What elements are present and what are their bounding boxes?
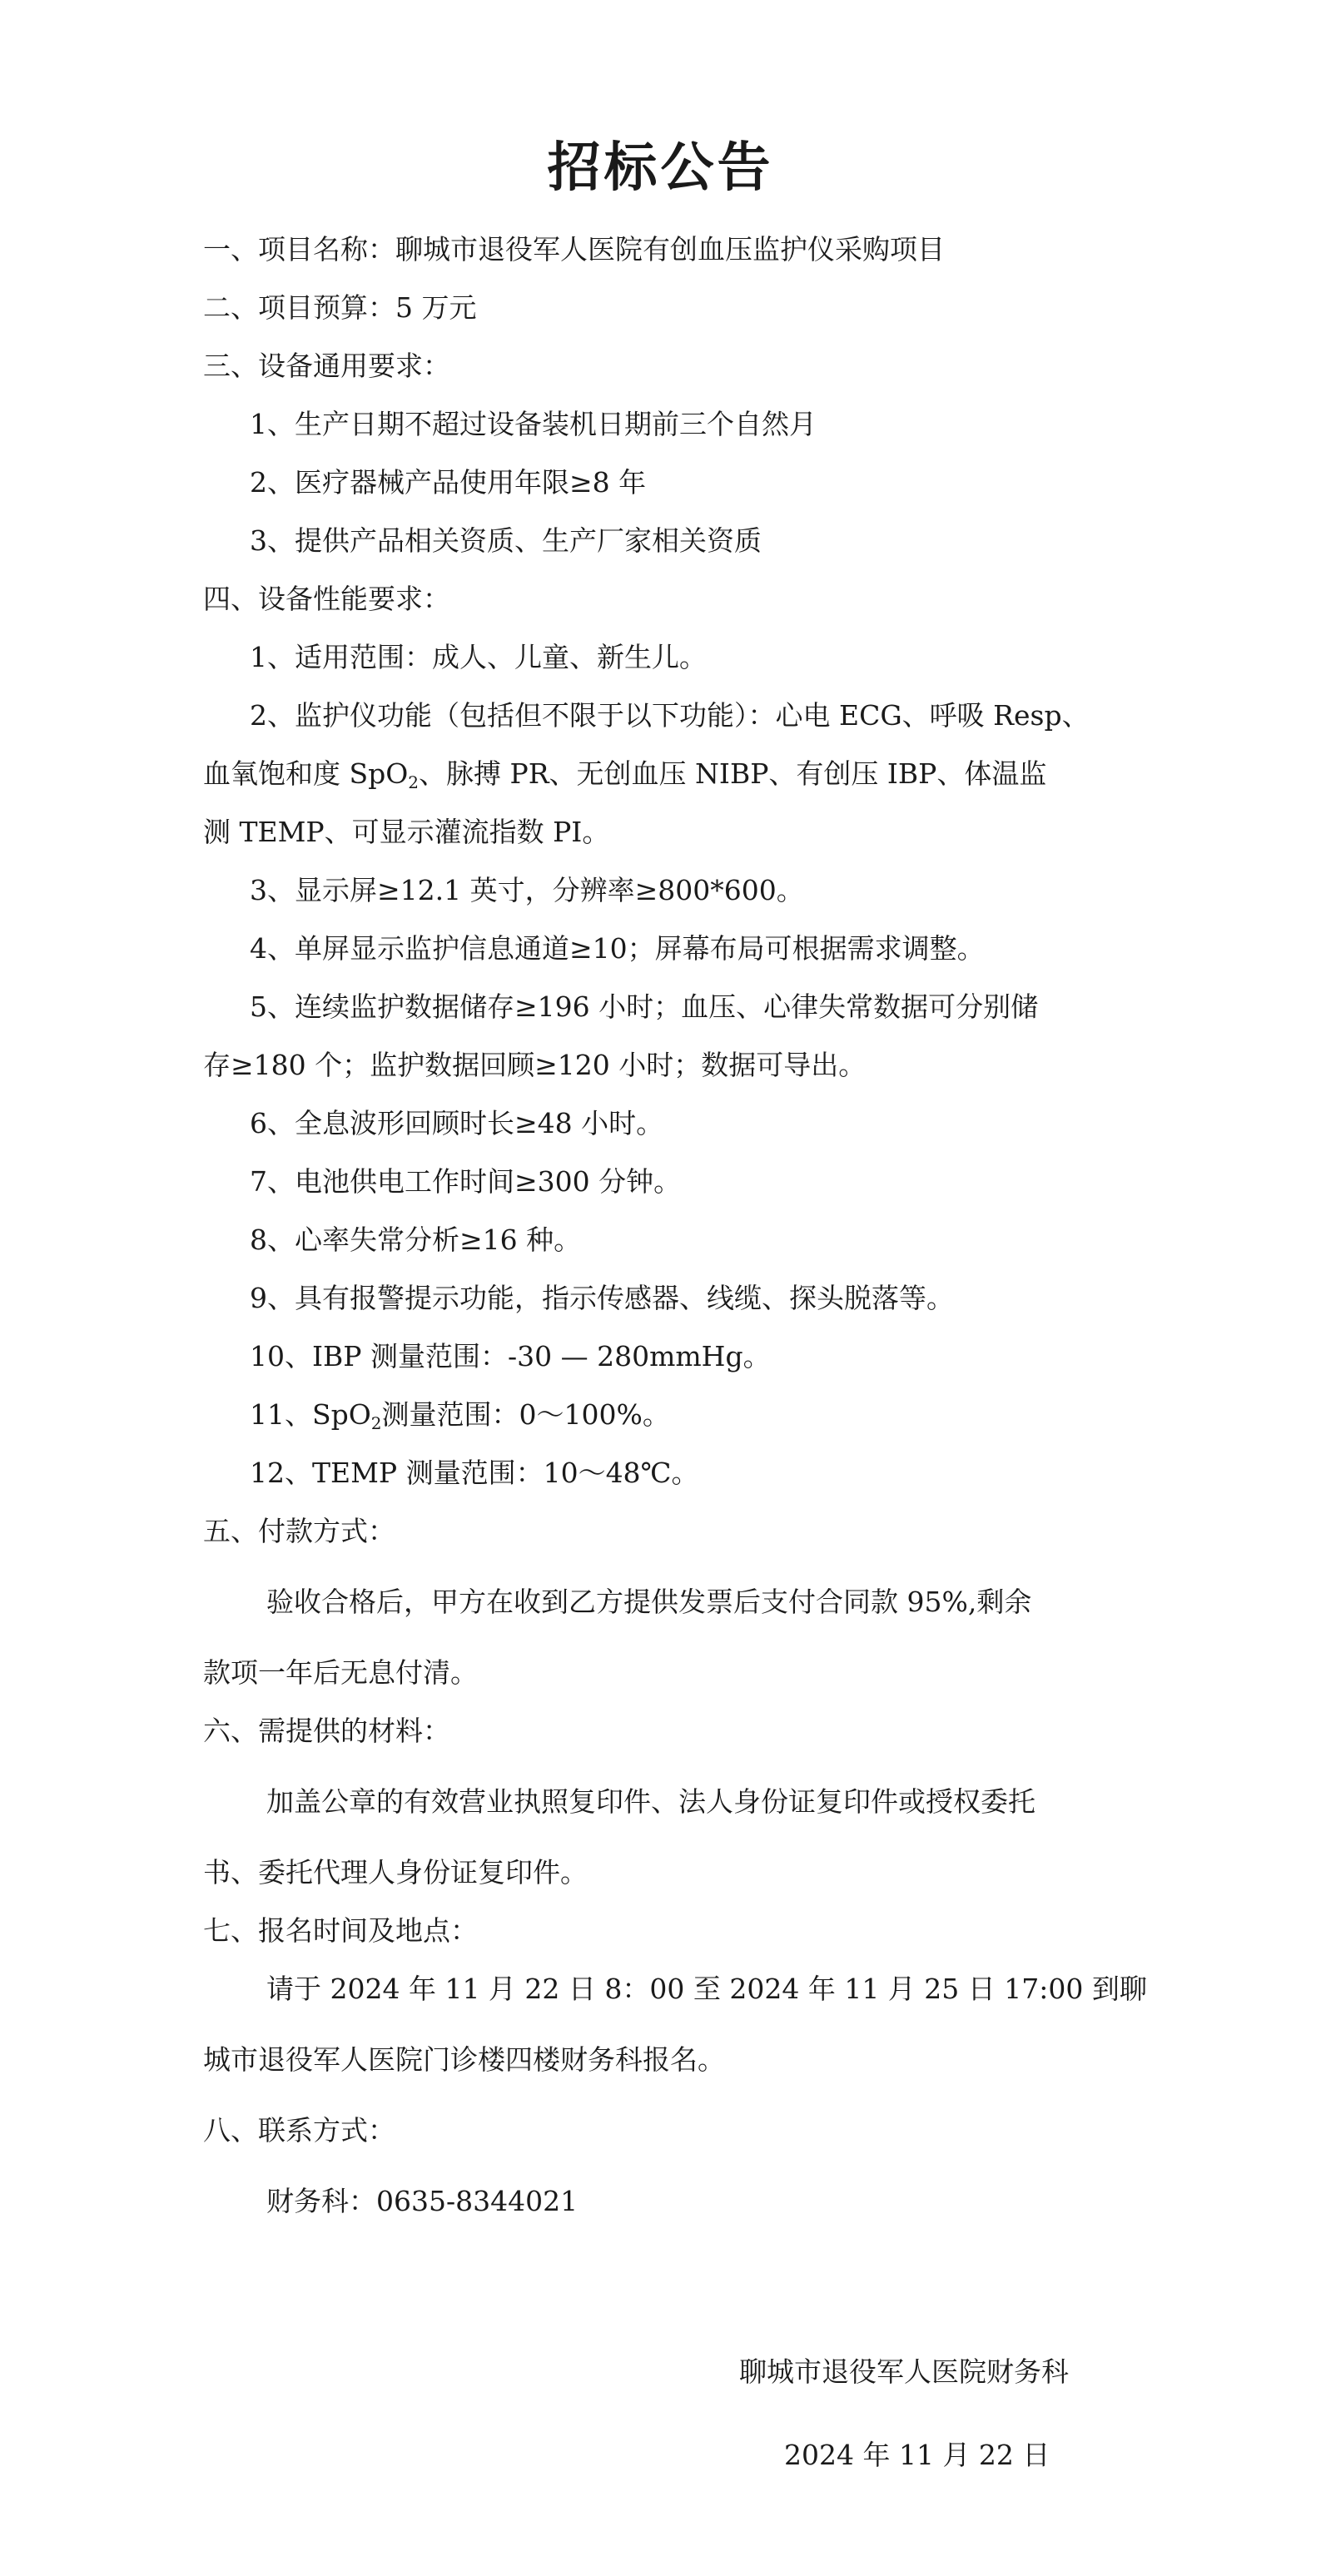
perf-req-5-line2: 存≥180 个；监护数据回顾≥120 小时；数据可导出。 xyxy=(203,1049,867,1081)
general-req-2: 2、医疗器械产品使用年限≥8 年 xyxy=(250,466,647,499)
perf-req-9: 9、具有报警提示功能，指示传感器、线缆、探头脱落等。 xyxy=(250,1282,954,1314)
section-general-requirements: 三、设备通用要求： xyxy=(203,350,450,382)
materials-line1: 加盖公章的有效营业执照复印件、法人身份证复印件或授权委托 xyxy=(266,1785,1035,1818)
page-title: 招标公告 xyxy=(547,137,774,199)
signoff-date: 2024 年 11 月 22 日 xyxy=(784,2439,1050,2471)
perf-req-4: 4、单屏显示监护信息通道≥10；屏幕布局可根据需求调整。 xyxy=(250,932,985,965)
general-req-3: 3、提供产品相关资质、生产厂家相关资质 xyxy=(250,524,762,557)
section-registration: 七、报名时间及地点： xyxy=(203,1914,478,1947)
perf-req-11 xyxy=(250,1398,670,1440)
perf-req-6: 6、全息波形回顾时长≥48 小时。 xyxy=(250,1107,664,1139)
section-performance-requirements: 四、设备性能要求： xyxy=(203,583,450,615)
perf-req-2-line1: 2、监护仪功能（包括但不限于以下功能）：心电 ECG、呼吸 Resp、 xyxy=(250,699,1090,732)
section-project-name: 一、项目名称：聊城市退役军人医院有创血压监护仪采购项目 xyxy=(203,233,945,266)
materials-line2: 书、委托代理人身份证复印件。 xyxy=(203,1856,588,1889)
payment-line1: 验收合格后，甲方在收到乙方提供发票后支付合同款 95%,剩余 xyxy=(266,1586,1032,1618)
registration-line1: 请于 2024 年 11 月 22 日 8：00 至 2024 年 11 月 25 日 17:00 到聊 xyxy=(266,1973,1147,2005)
section-payment: 五、付款方式： xyxy=(203,1515,395,1547)
perf-req-10: 10、IBP 测量范围：-30 — 280mmHg。 xyxy=(250,1340,771,1372)
spo2-prefix: 血氧饱和度 SpO xyxy=(203,757,409,790)
perf-req-1: 1、适用范围：成人、儿童、新生儿。 xyxy=(250,641,707,673)
registration-line2: 城市退役军人医院门诊楼四楼财务科报名。 xyxy=(203,2043,725,2076)
section-budget: 二、项目预算：5 万元 xyxy=(203,291,477,324)
payment-line2: 款项一年后无息付清。 xyxy=(203,1656,478,1689)
perf-req-7: 7、电池供电工作时间≥300 分钟。 xyxy=(250,1165,682,1198)
perf-req-2-line3: 测 TEMP、可显示灌流指数 PI。 xyxy=(203,816,610,848)
contact-finance: 财务科：0635-8344021 xyxy=(266,2185,579,2217)
signoff-organization: 聊城市退役军人医院财务科 xyxy=(739,2355,1069,2388)
perf-req-2-line2-rest: 、脉搏 PR、无创血压 NIBP、有创压 IBP、体温监 xyxy=(419,757,1047,790)
perf-req-11-prefix: 11、SpO xyxy=(250,1398,371,1431)
perf-req-3: 3、显示屏≥12.1 英寸，分辨率≥800*600。 xyxy=(250,874,804,906)
perf-req-11-subscript: 2 xyxy=(370,1413,382,1433)
section-materials: 六、需提供的材料： xyxy=(203,1715,450,1747)
general-req-1: 1、生产日期不超过设备装机日期前三个自然月 xyxy=(250,408,817,440)
perf-req-5-line1: 5、连续监护数据储存≥196 小时；血压、心律失常数据可分别储 xyxy=(250,990,1039,1023)
perf-req-12: 12、TEMP 测量范围：10～48℃。 xyxy=(250,1457,699,1489)
spo2-subscript: 2 xyxy=(408,772,420,792)
perf-req-8: 8、心率失常分析≥16 种。 xyxy=(250,1223,582,1256)
perf-req-11-rest: 测量范围：0～100%。 xyxy=(381,1398,670,1431)
section-contact: 八、联系方式： xyxy=(203,2114,395,2147)
perf-req-2-line2 xyxy=(203,757,1046,799)
